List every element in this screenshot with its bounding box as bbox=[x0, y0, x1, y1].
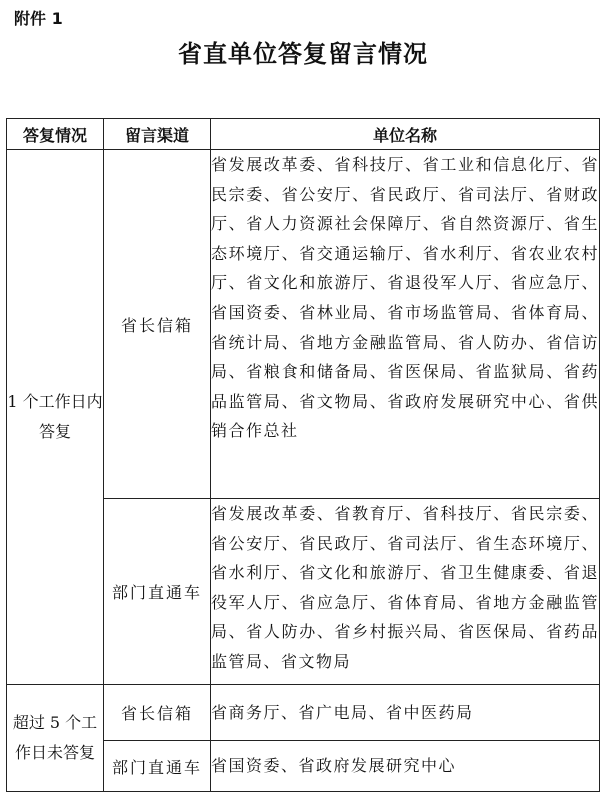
header-channel: 留言渠道 bbox=[104, 119, 211, 150]
channel-cell: 部门直通车 bbox=[104, 741, 211, 792]
header-unit-names: 单位名称 bbox=[211, 119, 600, 150]
page-title: 省直单位答复留言情况 bbox=[178, 40, 428, 68]
table-header-row bbox=[7, 119, 600, 150]
unit-names-cell: 省发展改革委、省科技厅、省工业和信息化厅、省民宗委、省公安厅、省民政厅、省司法厅、省财政厅、省人力资源社会保障厅、省自然资源厅、省生态环境厅、省交通运输厅、省水利厅、省农业农村厅、省文化和旅游厅、省退役军人厅、省应急厅、省国资委、省林业局、省市场监管局、省体育局、省统计局、省地方金融监管局、省人防办、省信访局、省粮食和储备局、省医保局、省监狱局、省药品监管局、省文物局、省政府发展研究中心、省供销合作总社 bbox=[211, 150, 600, 499]
category-cell: 1 个工作日内答复 bbox=[7, 150, 104, 685]
reply-status-table bbox=[6, 118, 600, 792]
annex-label: 附件 1 bbox=[14, 9, 63, 28]
channel-cell: 省长信箱 bbox=[104, 150, 211, 499]
unit-names-cell: 省商务厅、省广电局、省中医药局 bbox=[211, 685, 600, 741]
header-reply-status: 答复情况 bbox=[7, 119, 104, 150]
table-row bbox=[7, 150, 600, 499]
unit-names-cell: 省国资委、省政府发展研究中心 bbox=[211, 741, 600, 792]
table-row bbox=[7, 685, 600, 741]
category-cell: 超过 5 个工作日未答复 bbox=[7, 685, 104, 792]
channel-cell: 省长信箱 bbox=[104, 685, 211, 741]
unit-names-cell: 省发展改革委、省教育厅、省科技厅、省民宗委、省公安厅、省民政厅、省司法厅、省生态环境厅、省水利厅、省文化和旅游厅、省卫生健康委、省退役军人厅、省应急厅、省体育局、省地方金融监管局、省人防办、省乡村振兴局、省医保局、省药品监管局、省文物局 bbox=[211, 499, 600, 685]
channel-cell: 部门直通车 bbox=[104, 499, 211, 685]
